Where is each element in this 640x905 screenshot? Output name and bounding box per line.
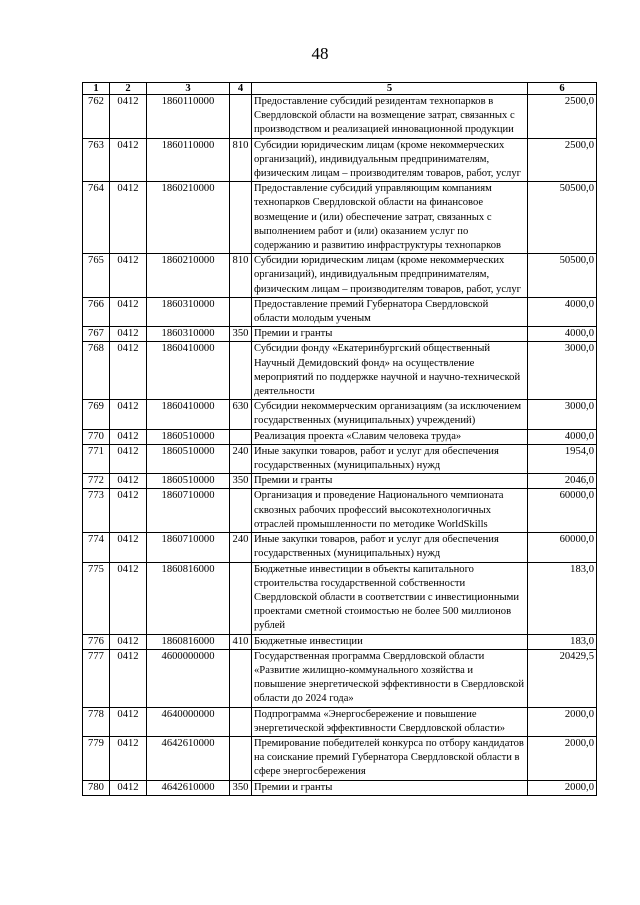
row-number: 777: [83, 649, 110, 707]
table-row: [83, 400, 597, 429]
expense-type-code: [230, 736, 252, 780]
table-row: [83, 95, 597, 139]
section-code: 0412: [110, 342, 147, 400]
item-name: Премии и гранты: [252, 780, 528, 795]
row-number: 764: [83, 182, 110, 254]
expense-type-code: 350: [230, 780, 252, 795]
amount: 2000,0: [528, 780, 597, 795]
section-code: 0412: [110, 489, 147, 533]
budget-table: [82, 82, 597, 796]
target-article-code: 4640000000: [147, 707, 230, 736]
section-code: 0412: [110, 780, 147, 795]
item-name: Премии и гранты: [252, 474, 528, 489]
target-article-code: 1860510000: [147, 474, 230, 489]
expense-type-code: [230, 182, 252, 254]
section-code: 0412: [110, 562, 147, 634]
amount: 1954,0: [528, 444, 597, 473]
table-row: [83, 327, 597, 342]
target-article-code: 1860510000: [147, 444, 230, 473]
amount: 50500,0: [528, 182, 597, 254]
section-code: 0412: [110, 533, 147, 562]
item-name: Предоставление субсидий резидентам технопарков в Свердловской области на возмещение затрат, связанных с производством и реализацией инновационной продукции: [252, 95, 528, 139]
expense-type-code: [230, 489, 252, 533]
item-name: Организация и проведение Национального чемпионата сквозных рабочих профессий высокотехнологичных отраслей промышленности по методике WorldSkills: [252, 489, 528, 533]
target-article-code: 1860310000: [147, 327, 230, 342]
row-number: 778: [83, 707, 110, 736]
table-row: [83, 533, 597, 562]
row-number: 769: [83, 400, 110, 429]
amount: 183,0: [528, 562, 597, 634]
row-number: 775: [83, 562, 110, 634]
item-name: Реализация проекта «Славим человека труда»: [252, 429, 528, 444]
target-article-code: 1860210000: [147, 254, 230, 298]
table-header-row: [83, 83, 597, 95]
column-header: 3: [147, 83, 230, 95]
target-article-code: 1860110000: [147, 95, 230, 139]
table-row: [83, 254, 597, 298]
expense-type-code: [230, 562, 252, 634]
expense-type-code: 810: [230, 254, 252, 298]
expense-type-code: 350: [230, 327, 252, 342]
amount: 2000,0: [528, 707, 597, 736]
section-code: 0412: [110, 444, 147, 473]
column-header: 6: [528, 83, 597, 95]
target-article-code: 1860816000: [147, 634, 230, 649]
amount: 183,0: [528, 634, 597, 649]
expense-type-code: 810: [230, 138, 252, 182]
table-row: [83, 707, 597, 736]
item-name: Субсидии юридическим лицам (кроме некоммерческих организаций), индивидуальным предпринимателям, физическим лицам – производителям товаров, работ, услуг: [252, 254, 528, 298]
item-name: Бюджетные инвестиции: [252, 634, 528, 649]
row-number: 774: [83, 533, 110, 562]
item-name: Премии и гранты: [252, 327, 528, 342]
section-code: 0412: [110, 95, 147, 139]
expense-type-code: [230, 429, 252, 444]
item-name: Субсидии фонду «Екатеринбургский общественный Научный Демидовский фонд» на осуществление мероприятий по поддержке научной и научно-технической деятельности: [252, 342, 528, 400]
section-code: 0412: [110, 327, 147, 342]
table-row: [83, 138, 597, 182]
expense-type-code: [230, 297, 252, 326]
expense-type-code: [230, 95, 252, 139]
row-number: 766: [83, 297, 110, 326]
row-number: 779: [83, 736, 110, 780]
item-name: Иные закупки товаров, работ и услуг для обеспечения государственных (муниципальных) нужд: [252, 444, 528, 473]
item-name: Премирование победителей конкурса по отбору кандидатов на соискание премий Губернатора Свердловской области в сфере энергосбережения: [252, 736, 528, 780]
target-article-code: 1860410000: [147, 342, 230, 400]
item-name: Субсидии юридическим лицам (кроме некоммерческих организаций), индивидуальным предпринимателям, физическим лицам – производителям товаров, работ, услуг: [252, 138, 528, 182]
amount: 60000,0: [528, 489, 597, 533]
item-name: Государственная программа Свердловской области «Развитие жилищно-коммунального хозяйства и повышение энергетической эффективности в Свердловской области до 2024 года»: [252, 649, 528, 707]
row-number: 763: [83, 138, 110, 182]
row-number: 767: [83, 327, 110, 342]
page-number: 48: [311, 44, 329, 63]
row-number: 762: [83, 95, 110, 139]
section-code: 0412: [110, 649, 147, 707]
table-row: [83, 489, 597, 533]
target-article-code: 1860510000: [147, 429, 230, 444]
row-number: 772: [83, 474, 110, 489]
target-article-code: 1860410000: [147, 400, 230, 429]
amount: 2500,0: [528, 95, 597, 139]
amount: 4000,0: [528, 327, 597, 342]
table-row: [83, 649, 597, 707]
amount: 2500,0: [528, 138, 597, 182]
expense-type-code: [230, 707, 252, 736]
table-row: [83, 342, 597, 400]
section-code: 0412: [110, 736, 147, 780]
section-code: 0412: [110, 138, 147, 182]
expense-type-code: 350: [230, 474, 252, 489]
item-name: Предоставление субсидий управляющим компаниям технопарков Свердловской области на финансовое возмещение и (или) обеспечение затрат, связанных с выполнением работ и (или) оказанием услуг по содержанию и развитию инфраструктуры технопарков: [252, 182, 528, 254]
expense-type-code: 630: [230, 400, 252, 429]
table-row: [83, 297, 597, 326]
section-code: 0412: [110, 297, 147, 326]
table-row: [83, 736, 597, 780]
table-row: [83, 182, 597, 254]
target-article-code: 4600000000: [147, 649, 230, 707]
target-article-code: 1860210000: [147, 182, 230, 254]
amount: 20429,5: [528, 649, 597, 707]
table-row: [83, 444, 597, 473]
amount: 3000,0: [528, 400, 597, 429]
column-header: 5: [252, 83, 528, 95]
section-code: 0412: [110, 400, 147, 429]
row-number: 768: [83, 342, 110, 400]
item-name: Подпрограмма «Энергосбережение и повышение энергетической эффективности Свердловской области»: [252, 707, 528, 736]
target-article-code: 1860310000: [147, 297, 230, 326]
table-row: [83, 429, 597, 444]
expense-type-code: 240: [230, 444, 252, 473]
target-article-code: 4642610000: [147, 736, 230, 780]
table-row: [83, 474, 597, 489]
column-header: 4: [230, 83, 252, 95]
expense-type-code: 240: [230, 533, 252, 562]
section-code: 0412: [110, 182, 147, 254]
table-row: [83, 634, 597, 649]
item-name: Предоставление премий Губернатора Свердловской области молодым ученым: [252, 297, 528, 326]
item-name: Бюджетные инвестиции в объекты капитального строительства государственной собственности Свердловской области в соответствии с инвестиционными проектами сметной стоимостью не более 500 миллионов рублей: [252, 562, 528, 634]
expense-type-code: 410: [230, 634, 252, 649]
target-article-code: 1860816000: [147, 562, 230, 634]
section-code: 0412: [110, 707, 147, 736]
table-row: [83, 562, 597, 634]
column-header: 2: [110, 83, 147, 95]
target-article-code: 1860710000: [147, 533, 230, 562]
section-code: 0412: [110, 429, 147, 444]
item-name: Субсидии некоммерческим организациям (за исключением государственных (муниципальных) учреждений): [252, 400, 528, 429]
amount: 3000,0: [528, 342, 597, 400]
row-number: 776: [83, 634, 110, 649]
amount: 2046,0: [528, 474, 597, 489]
column-header: 1: [83, 83, 110, 95]
target-article-code: 1860710000: [147, 489, 230, 533]
section-code: 0412: [110, 474, 147, 489]
row-number: 780: [83, 780, 110, 795]
target-article-code: 1860110000: [147, 138, 230, 182]
section-code: 0412: [110, 634, 147, 649]
expense-type-code: [230, 649, 252, 707]
row-number: 771: [83, 444, 110, 473]
amount: 4000,0: [528, 297, 597, 326]
row-number: 770: [83, 429, 110, 444]
amount: 2000,0: [528, 736, 597, 780]
section-code: 0412: [110, 254, 147, 298]
expense-type-code: [230, 342, 252, 400]
row-number: 765: [83, 254, 110, 298]
item-name: Иные закупки товаров, работ и услуг для обеспечения государственных (муниципальных) нужд: [252, 533, 528, 562]
amount: 4000,0: [528, 429, 597, 444]
amount: 60000,0: [528, 533, 597, 562]
table-row: [83, 780, 597, 795]
row-number: 773: [83, 489, 110, 533]
amount: 50500,0: [528, 254, 597, 298]
target-article-code: 4642610000: [147, 780, 230, 795]
